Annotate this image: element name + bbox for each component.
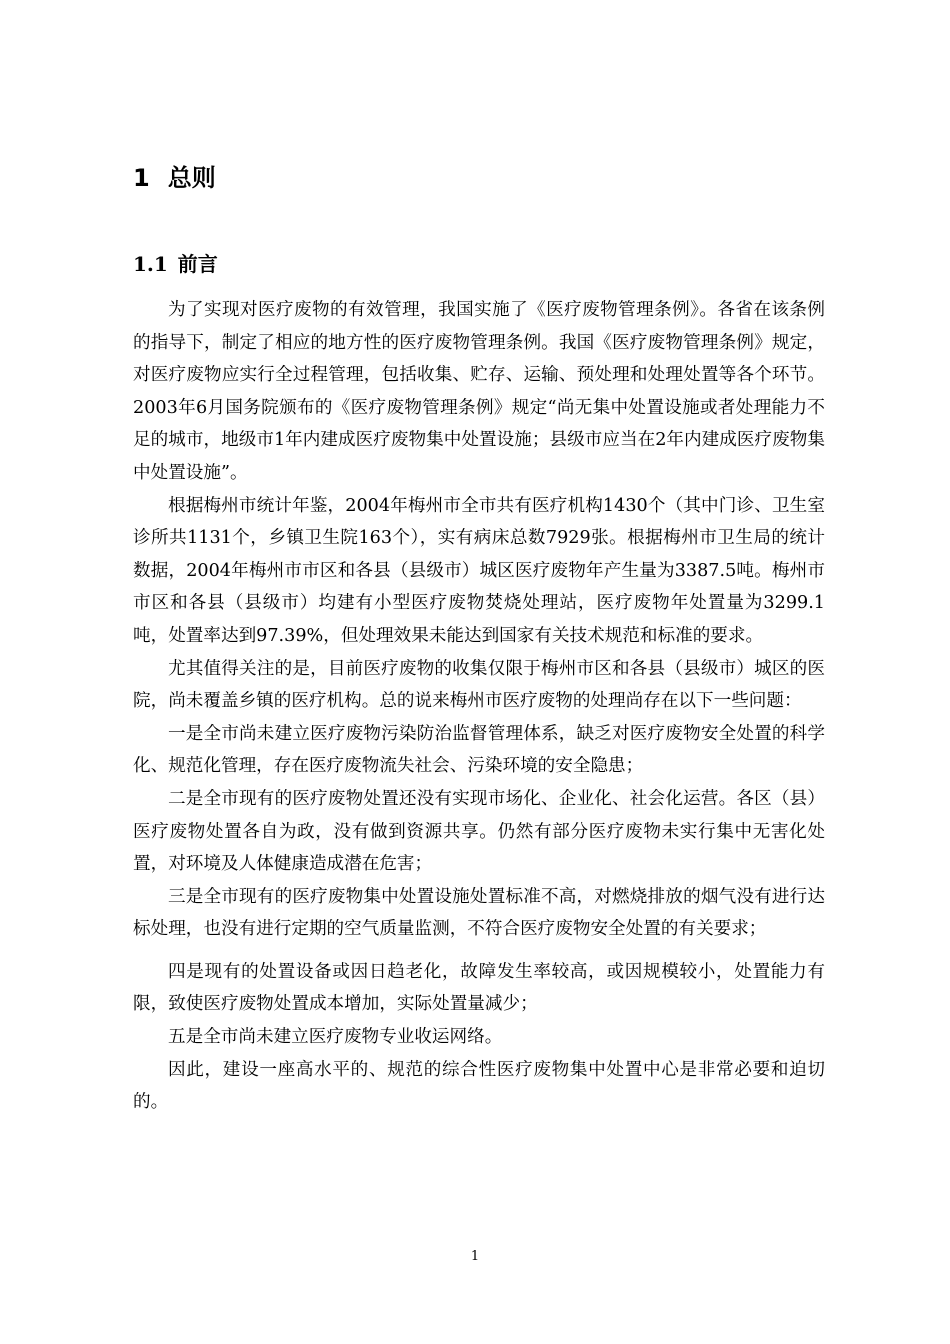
page-number: 1 bbox=[470, 1249, 480, 1264]
section-number: 1.1 bbox=[133, 252, 168, 276]
chapter-title: 总则 bbox=[167, 164, 216, 192]
paragraph-concerns: 尤其值得关注的是，目前医疗废物的收集仅限于梅州市区和各县（县级市）城区的医院，尚未覆盖乡镇的医疗机构。总的说来梅州市医疗废物的处理尚存在以下一些问题： bbox=[133, 658, 825, 712]
body-text bbox=[133, 294, 825, 1119]
paragraph-conclusion: 因此，建设一座高水平的、规范的综合性医疗废物集中处置中心是非常必要和迫切的。 bbox=[133, 1059, 825, 1113]
paragraph-statistics: 根据梅州市统计年鉴，2004年梅州市全市共有医疗机构1430个（其中门诊、卫生室诊所共1131个，乡镇卫生院163个），实有病床总数7929张。根据梅州市卫生局的统计数据，2004年梅州市市区和各县（县级市）城区医疗废物年产生量为3387.5吨。梅州市市区和各县（县级市）均建有小型医疗废物焚烧处理站，医疗废物年处置量为3299.1吨，处置率达到97.39%，但处理效果未能达到国家有关技术规范和标准的要求。 bbox=[133, 495, 825, 646]
paragraph-issue-five: 五是全市尚未建立医疗废物专业收运网络。 bbox=[168, 1027, 503, 1048]
chapter-heading bbox=[133, 160, 216, 196]
chapter-number: 1 bbox=[133, 164, 150, 192]
paragraph-issue-one: 一是全市尚未建立医疗废物污染防治监督管理体系，缺乏对医疗废物安全处置的科学化、规范化管理，存在医疗废物流失社会、污染环境的安全隐患； bbox=[133, 723, 825, 777]
section-heading bbox=[133, 249, 218, 279]
section-title: 前言 bbox=[177, 252, 218, 276]
paragraph-issue-two: 二是全市现有的医疗废物处置还没有实现市场化、企业化、社会化运营。各区（县）医疗废物处置各自为政，没有做到资源共享。仍然有部分医疗废物未实行集中无害化处置，对环境及人体健康造成潜在危害； bbox=[133, 788, 825, 875]
paragraph-intro: 为了实现对医疗废物的有效管理，我国实施了《医疗废物管理条例》。各省在该条例的指导下，制定了相应的地方性的医疗废物管理条例。我国《医疗废物管理条例》规定，对医疗废物应实行全过程管理，包括收集、贮存、运输、预处理和处理处置等各个环节。2003年6月国务院颁布的《医疗废物管理条例》规定“尚无集中处置设施或者处理能力不足的城市，地级市1年内建成医疗废物集中处置设施；县级市应当在2年内建成医疗废物集中处置设施”。 bbox=[133, 300, 825, 483]
paragraph-issue-three: 三是全市现有的医疗废物集中处置设施处置标准不高，对燃烧排放的烟气没有进行达标处理，也没有进行定期的空气质量监测，不符合医疗废物安全处置的有关要求； bbox=[133, 886, 825, 940]
paragraph-issue-four: 四是现有的处置设备或因日趋老化，故障发生率较高，或因规模较小，处置能力有限，致使医疗废物处置成本增加，实际处置量减少； bbox=[133, 961, 825, 1015]
